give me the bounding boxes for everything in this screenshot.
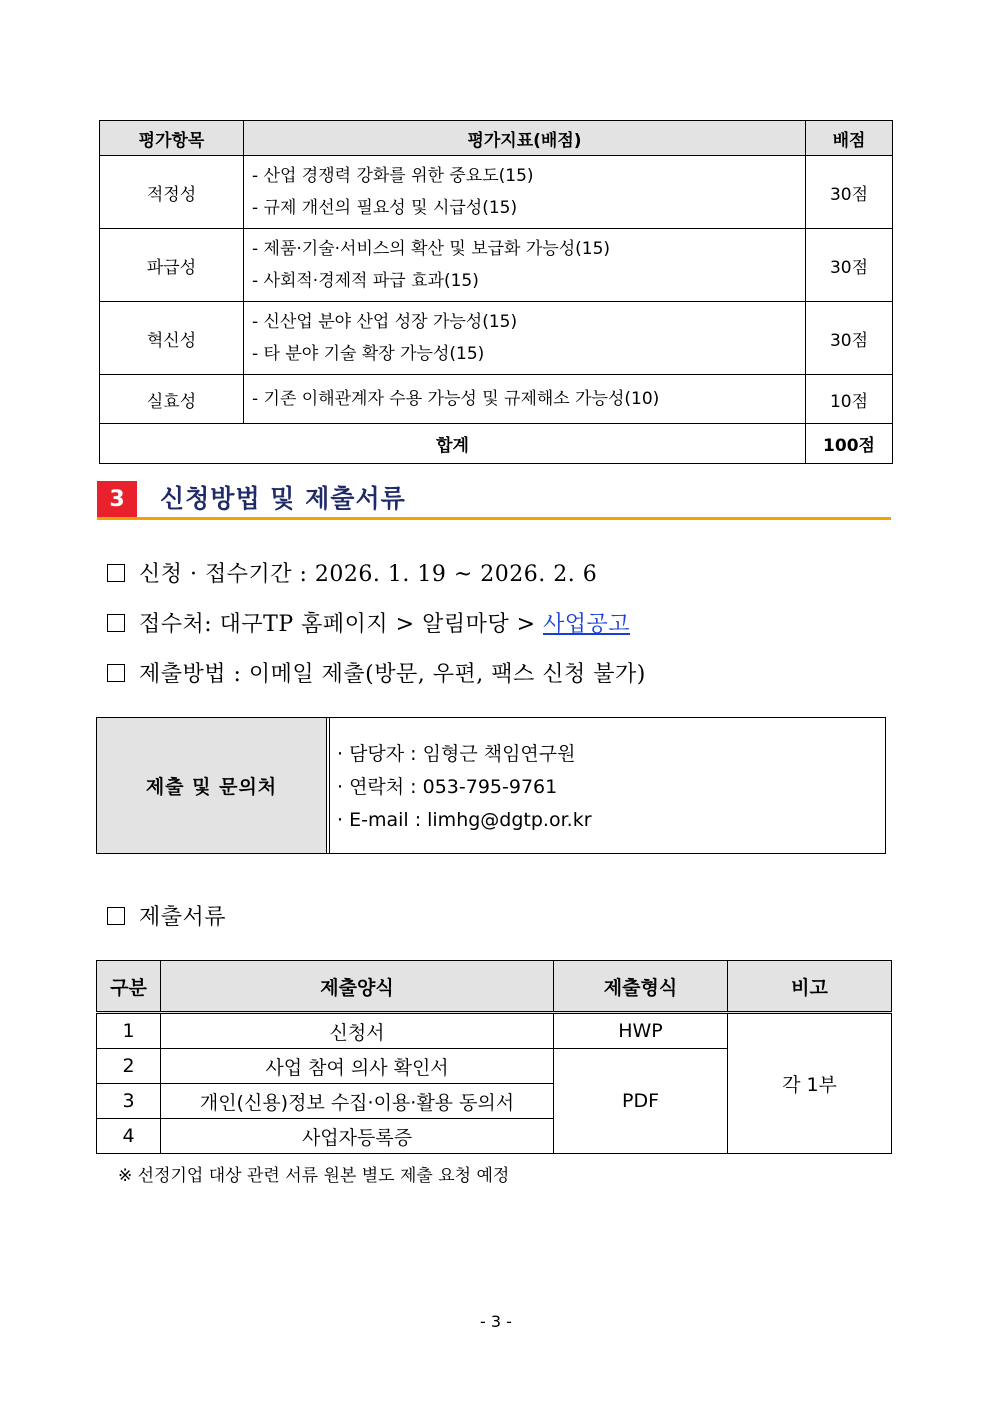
indicator-line: - 타 분야 기술 확장 가능성(15)	[252, 344, 485, 364]
header-no: 구분	[97, 961, 161, 1013]
doc-name: 신청서	[161, 1013, 554, 1049]
divider	[329, 718, 330, 853]
indicator-line: - 신산업 분야 산업 성장 가능성(15)	[252, 312, 518, 332]
table-header-row	[97, 961, 892, 1013]
table-row	[100, 375, 893, 424]
eval-indicators	[244, 156, 806, 229]
table-total-row	[100, 424, 893, 464]
header-form: 제출양식	[161, 961, 554, 1013]
submission-place-text: 접수처: 대구TP 홈페이지 > 알림마당 >	[139, 612, 543, 637]
indicator-line: - 산업 경쟁력 강화를 위한 중요도(15)	[252, 166, 534, 186]
section-number-badge: 3	[97, 481, 137, 518]
table-header-row	[100, 121, 893, 156]
application-period-text: 신청 · 접수기간 : 2026. 1. 19 ~ 2026. 2. 6	[139, 562, 598, 587]
eval-item: 실효성	[100, 375, 244, 424]
section-title: 신청방법 및 제출서류	[160, 484, 406, 513]
doc-remark: 각 1부	[728, 1013, 892, 1154]
submission-method-line	[107, 660, 646, 690]
total-label: 합계	[100, 424, 806, 464]
eval-item: 적정성	[100, 156, 244, 229]
table-row	[100, 229, 893, 302]
eval-indicators	[244, 229, 806, 302]
doc-name: 사업자등록증	[161, 1119, 554, 1154]
eval-item: 파급성	[100, 229, 244, 302]
doc-no: 1	[97, 1013, 161, 1049]
total-score: 100점	[806, 424, 893, 464]
page-number: - 3 -	[480, 1312, 512, 1331]
eval-score: 10점	[806, 375, 893, 424]
eval-score: 30점	[806, 229, 893, 302]
submission-method-text: 제출방법 : 이메일 제출(방문, 우편, 팩스 신청 불가)	[139, 662, 646, 687]
footnote: ※ 선정기업 대상 관련 서류 원본 별도 제출 요청 예정	[118, 1166, 510, 1186]
divider	[326, 718, 327, 853]
eval-score: 30점	[806, 156, 893, 229]
documents-heading: 제출서류	[139, 905, 227, 930]
contact-email[interactable]: · E-mail : limhg@dgtp.or.kr	[337, 809, 592, 831]
contact-phone: · 연락처 : 053-795-9761	[337, 776, 558, 798]
indicator-line: - 규제 개선의 필요성 및 시급성(15)	[252, 198, 518, 218]
eval-indicators	[244, 302, 806, 375]
checkbox-icon	[107, 664, 125, 682]
application-period-line	[107, 560, 597, 590]
eval-item: 혁신성	[100, 302, 244, 375]
doc-name: 사업 참여 의사 확인서	[161, 1049, 554, 1084]
checkbox-icon	[107, 907, 125, 925]
documents-heading-line	[107, 903, 226, 933]
table-row	[100, 302, 893, 375]
checkbox-icon	[107, 564, 125, 582]
contact-label: 제출 및 문의처	[97, 718, 326, 853]
checkbox-icon	[107, 614, 125, 632]
doc-name: 개인(신용)정보 수집·이용·활용 동의서	[161, 1084, 554, 1119]
header-remark: 비고	[728, 961, 892, 1013]
documents-table	[96, 960, 892, 1154]
indicator-line: - 사회적·경제적 파급 효과(15)	[252, 271, 479, 291]
doc-format-hwp: HWP	[554, 1013, 728, 1049]
contact-box	[96, 717, 886, 854]
notice-link[interactable]: 사업공고	[543, 612, 631, 637]
indicator-line: - 기존 이해관계자 수용 가능성 및 규제해소 가능성(10)	[252, 389, 660, 409]
header-indicators: 평가지표(배점)	[244, 121, 806, 156]
header-format: 제출형식	[554, 961, 728, 1013]
section-underline	[97, 517, 891, 520]
table-row	[97, 1013, 892, 1049]
doc-no: 2	[97, 1049, 161, 1084]
header-score: 배점	[806, 121, 893, 156]
doc-no: 4	[97, 1119, 161, 1154]
header-item: 평가항목	[100, 121, 244, 156]
doc-no: 3	[97, 1084, 161, 1119]
submission-place-line	[107, 610, 630, 640]
indicator-line: - 제품·기술·서비스의 확산 및 보급화 가능성(15)	[252, 239, 611, 259]
contact-details	[337, 738, 592, 837]
eval-score: 30점	[806, 302, 893, 375]
doc-format-pdf: PDF	[554, 1049, 728, 1154]
contact-person: · 담당자 : 임형근 책임연구원	[337, 743, 576, 765]
eval-indicators	[244, 375, 806, 424]
table-row	[100, 156, 893, 229]
evaluation-table	[99, 120, 893, 464]
